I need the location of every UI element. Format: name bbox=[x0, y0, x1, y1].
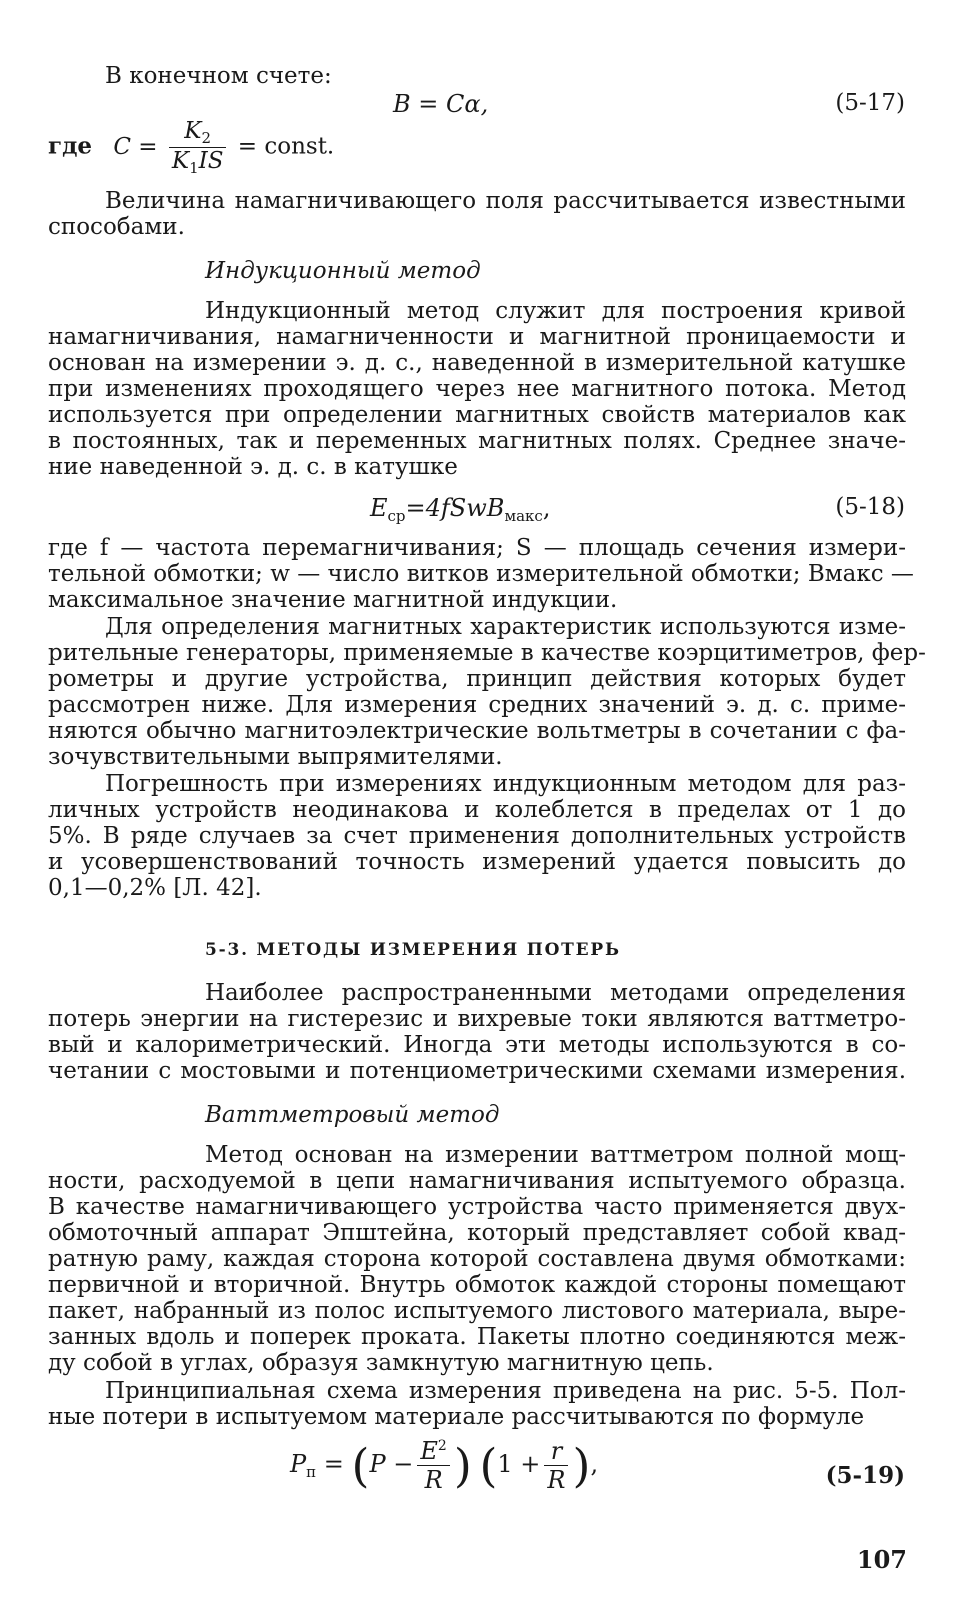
eq3-open-paren: ( bbox=[351, 1438, 370, 1493]
equation-c-const bbox=[48, 118, 334, 177]
paragraph-line: тельной обмотки; w — число витков измерительной обмотки; Bмакс — bbox=[48, 561, 914, 587]
page-number: 107 bbox=[856, 1545, 907, 1574]
eq2-lhs-sub: ср bbox=[387, 507, 406, 525]
paragraph-line: ные потери в испытуемом материале рассчитываются по формуле bbox=[48, 1404, 865, 1430]
paragraph-line: первичной и вторичной. Внутрь обмоток каждой стороны помещают bbox=[48, 1272, 906, 1298]
paragraph-line: 5%. В ряде случаев за счет применения дополнительных устройств bbox=[48, 823, 906, 849]
equation-5-19 bbox=[290, 1437, 598, 1494]
paragraph-line: ние наведенной э. д. с. в катушке bbox=[48, 454, 458, 480]
intro-line: В конечном счете: bbox=[105, 63, 332, 89]
eq-c-where: где bbox=[48, 132, 93, 160]
eq3-close-paren: ) bbox=[453, 1438, 472, 1493]
eq3-close-paren-2: ) bbox=[572, 1438, 591, 1493]
eq3-fraction-1 bbox=[417, 1437, 449, 1494]
paragraph-line: максимальное значение магнитной индукции. bbox=[48, 587, 618, 613]
paragraph-line: намагничивания, намагниченности и магнитной проницаемости и bbox=[48, 324, 906, 350]
paragraph-line: няются обычно магнитоэлектрические вольтметры в сочетании с фа- bbox=[48, 718, 906, 744]
paragraph-line: потерь энергии на гистерезис и вихревые токи являются ваттметро- bbox=[48, 1006, 906, 1032]
eq-c-den-sub: 1 bbox=[189, 159, 199, 177]
paragraph-line: Принципиальная схема измерения приведена на рис. 5-5. Пол- bbox=[105, 1378, 906, 1404]
paragraph-line: рительные генераторы, применяемые в качестве коэрцитиметров, фер- bbox=[48, 640, 926, 666]
paragraph-line: и усовершенствований точность измерений удается повысить до bbox=[48, 849, 906, 875]
paragraph-line: где f — частота перемагничивания; S — площадь сечения измери- bbox=[48, 535, 906, 561]
eq3-f2-num: r bbox=[550, 1437, 563, 1465]
eq-c-tail: = const. bbox=[237, 133, 335, 160]
eq3-f2-den: R bbox=[544, 1465, 568, 1494]
eq2-rhs-sub: макс bbox=[504, 507, 543, 525]
paragraph-line: Для определения магнитных характеристик используются изме- bbox=[105, 614, 906, 640]
paragraph-line: четании с мостовыми и потенциометрическими схемами измерения. bbox=[48, 1058, 906, 1084]
eq3-lhs: P bbox=[290, 1450, 307, 1478]
paragraph-line: рассмотрен ниже. Для измерения средних значений э. д. с. приме- bbox=[48, 692, 906, 718]
paragraph-line: ности, расходуемой в цепи намагничивания испытуемого образца. bbox=[48, 1168, 906, 1194]
equation-5-18 bbox=[370, 494, 550, 525]
eq3-lhs-sub: п bbox=[306, 1463, 317, 1481]
paragraph-line: основан на измерении э. д. с., наведенной в измерительной катушке bbox=[48, 350, 906, 376]
subheading-wattmeter: Ваттметровый метод bbox=[205, 1102, 500, 1128]
eq1-lhs: B bbox=[393, 90, 411, 118]
paragraph-line: вый и калориметрический. Иногда эти методы используются в со- bbox=[48, 1032, 906, 1058]
eq-c-fraction bbox=[169, 118, 227, 177]
paragraph-line: занных вдоль и поперек проката. Пакеты плотно соединяются меж- bbox=[48, 1324, 906, 1350]
eq3-f1-num: E bbox=[420, 1437, 438, 1465]
eq-c-num: K bbox=[184, 118, 202, 144]
section-heading: 5-3. МЕТОДЫ ИЗМЕРЕНИЯ ПОТЕРЬ bbox=[205, 940, 621, 960]
eq3-equals: = bbox=[323, 1450, 344, 1478]
eq3-p: P − bbox=[369, 1450, 414, 1478]
eq-c-num-sub: 2 bbox=[201, 129, 212, 147]
equation-5-17 bbox=[393, 90, 488, 118]
paragraph-line: при изменениях проходящего через нее магнитного потока. Метод bbox=[48, 376, 906, 402]
paragraph-line: 0,1—0,2% [Л. 42]. bbox=[48, 875, 262, 901]
eq3-one: 1 + bbox=[497, 1450, 541, 1478]
paragraph-line: Величина намагничивающего поля рассчитывается известными bbox=[105, 188, 906, 214]
paragraph-line: ду собой в углах, образуя замкнутую магнитную цепь. bbox=[48, 1350, 714, 1376]
paragraph-line: пакет, набранный из полос испытуемого листового материала, выре- bbox=[48, 1298, 906, 1324]
equation-number-5-17: (5-17) bbox=[835, 90, 905, 116]
paragraph-line: обмоточный аппарат Эпштейна, который представляет собой квад- bbox=[48, 1220, 906, 1246]
eq3-f1-sup: 2 bbox=[437, 1438, 447, 1454]
eq-c-den-k: K bbox=[171, 148, 190, 174]
paragraph-line: используется при определении магнитных свойств материалов как bbox=[48, 402, 906, 428]
paragraph-line: рометры и другие устройства, принцип действия которых будет bbox=[48, 666, 906, 692]
paragraph-line: Индукционный метод служит для построения кривой bbox=[205, 298, 906, 324]
eq-c-lhs: C = bbox=[113, 133, 158, 160]
paragraph-line: В качестве намагничивающего устройства часто применяется двух- bbox=[48, 1194, 906, 1220]
eq1-rhs: Cα, bbox=[446, 90, 489, 118]
eq-c-den-rest: IS bbox=[198, 148, 224, 174]
paragraph-line: Погрешность при измерениях индукционным методом для раз- bbox=[105, 771, 906, 797]
paragraph-line: зочувствительными выпрямителями. bbox=[48, 744, 503, 770]
eq2-rhs: =4fSwB bbox=[405, 494, 505, 522]
paragraph-line: Наиболее распространенными методами определения bbox=[205, 980, 906, 1006]
equation-number-5-19: (5-19) bbox=[825, 1462, 905, 1489]
paragraph-line: личных устройств неодинакова и колеблется в пределах от 1 до bbox=[48, 797, 906, 823]
eq3-f1-den: R bbox=[417, 1465, 449, 1494]
paragraph-line: Метод основан на измерении ваттметром полной мощ- bbox=[205, 1142, 906, 1168]
eq1-equals: = bbox=[418, 90, 439, 118]
subheading-induction: Индукционный метод bbox=[205, 258, 481, 284]
eq2-comma: , bbox=[542, 494, 551, 522]
eq3-comma: , bbox=[590, 1450, 599, 1478]
eq3-open-paren-2: ( bbox=[479, 1438, 498, 1493]
paragraph-line: ратную раму, каждая сторона которой составлена двумя обмотками: bbox=[48, 1246, 906, 1272]
paragraph-line: в постоянных, так и переменных магнитных полях. Среднее значе- bbox=[48, 428, 906, 454]
eq3-fraction-2 bbox=[544, 1437, 568, 1494]
eq2-lhs: E bbox=[370, 494, 388, 522]
equation-number-5-18: (5-18) bbox=[835, 494, 905, 520]
paragraph-line: способами. bbox=[48, 214, 185, 240]
